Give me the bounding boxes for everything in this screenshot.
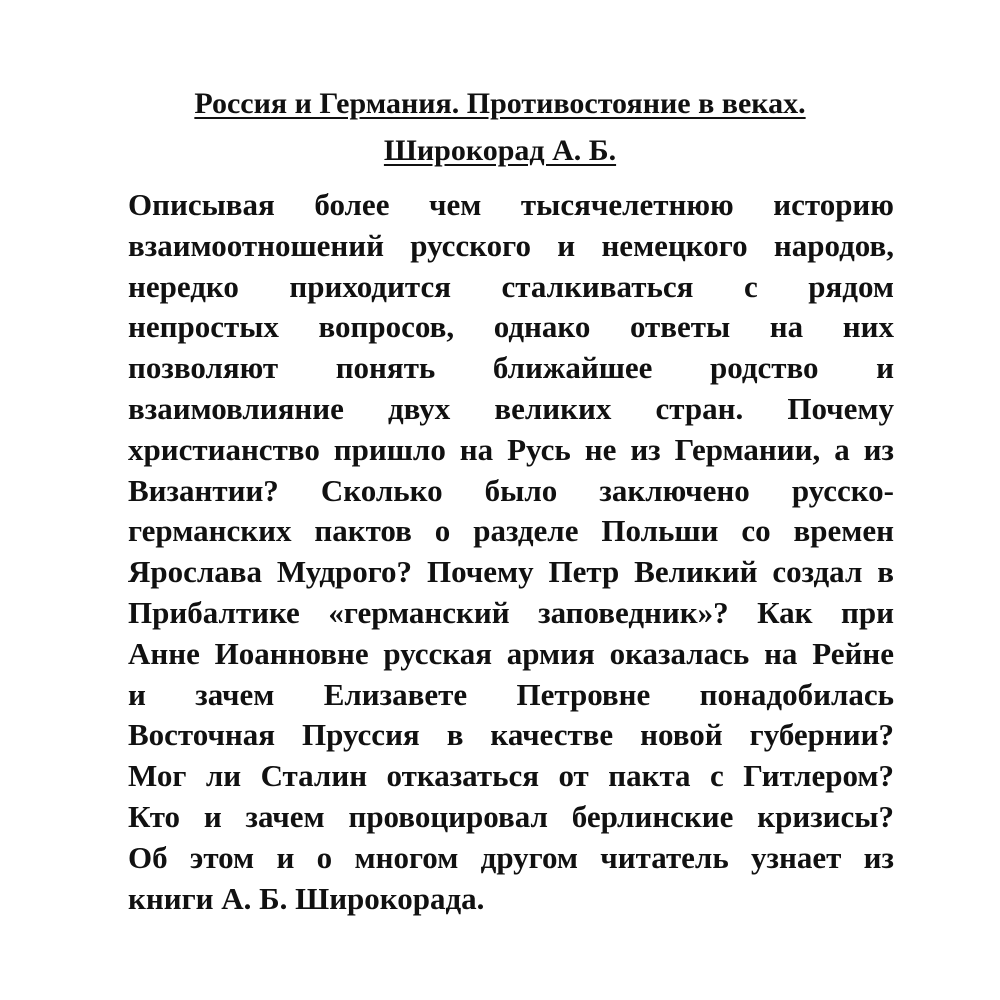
- book-author: Широкорад А. Б.: [383, 134, 617, 167]
- description-line: Об этом и о многом другом читатель узнает из: [128, 839, 894, 875]
- book-description: [128, 185, 894, 919]
- description-line: Кто и зачем провоцировал берлинские кризисы?: [128, 798, 894, 834]
- book-title: Россия и Германия. Противостояние в веках.: [194, 87, 806, 120]
- description-line: Мог ли Сталин отказаться от пакта с Гитлером?: [128, 758, 894, 794]
- description-line: нередко приходится сталкиваться с рядом: [128, 268, 894, 304]
- description-line: Анне Иоанновне русская армия оказалась на Рейне: [128, 635, 894, 671]
- description-line: позволяют понять ближайшее родство и: [128, 350, 894, 386]
- description-line: взаимоотношений русского и немецкого народов,: [128, 227, 894, 263]
- description-line: взаимовлияние двух великих стран. Почему: [128, 390, 894, 426]
- description-line: и зачем Елизавете Петровне понадобилась: [128, 676, 894, 712]
- description-line: германских пактов о разделе Польши со времен: [128, 513, 894, 549]
- description-line: Прибалтике «германский заповедник»? Как при: [128, 594, 894, 630]
- description-line: христианство пришло на Русь не из Германии, а из: [128, 431, 894, 467]
- description-line: Византии? Сколько было заключено русско-: [128, 472, 894, 508]
- description-line: непростых вопросов, однако ответы на них: [128, 309, 894, 345]
- description-line: Описывая более чем тысячелетнюю историю: [128, 187, 894, 222]
- description-line: Ярослава Мудрого? Почему Петр Великий создал в: [128, 554, 894, 590]
- description-line: книги А. Б. Широкорада.: [128, 880, 485, 916]
- description-line: Восточная Пруссия в качестве новой губернии?: [128, 717, 894, 753]
